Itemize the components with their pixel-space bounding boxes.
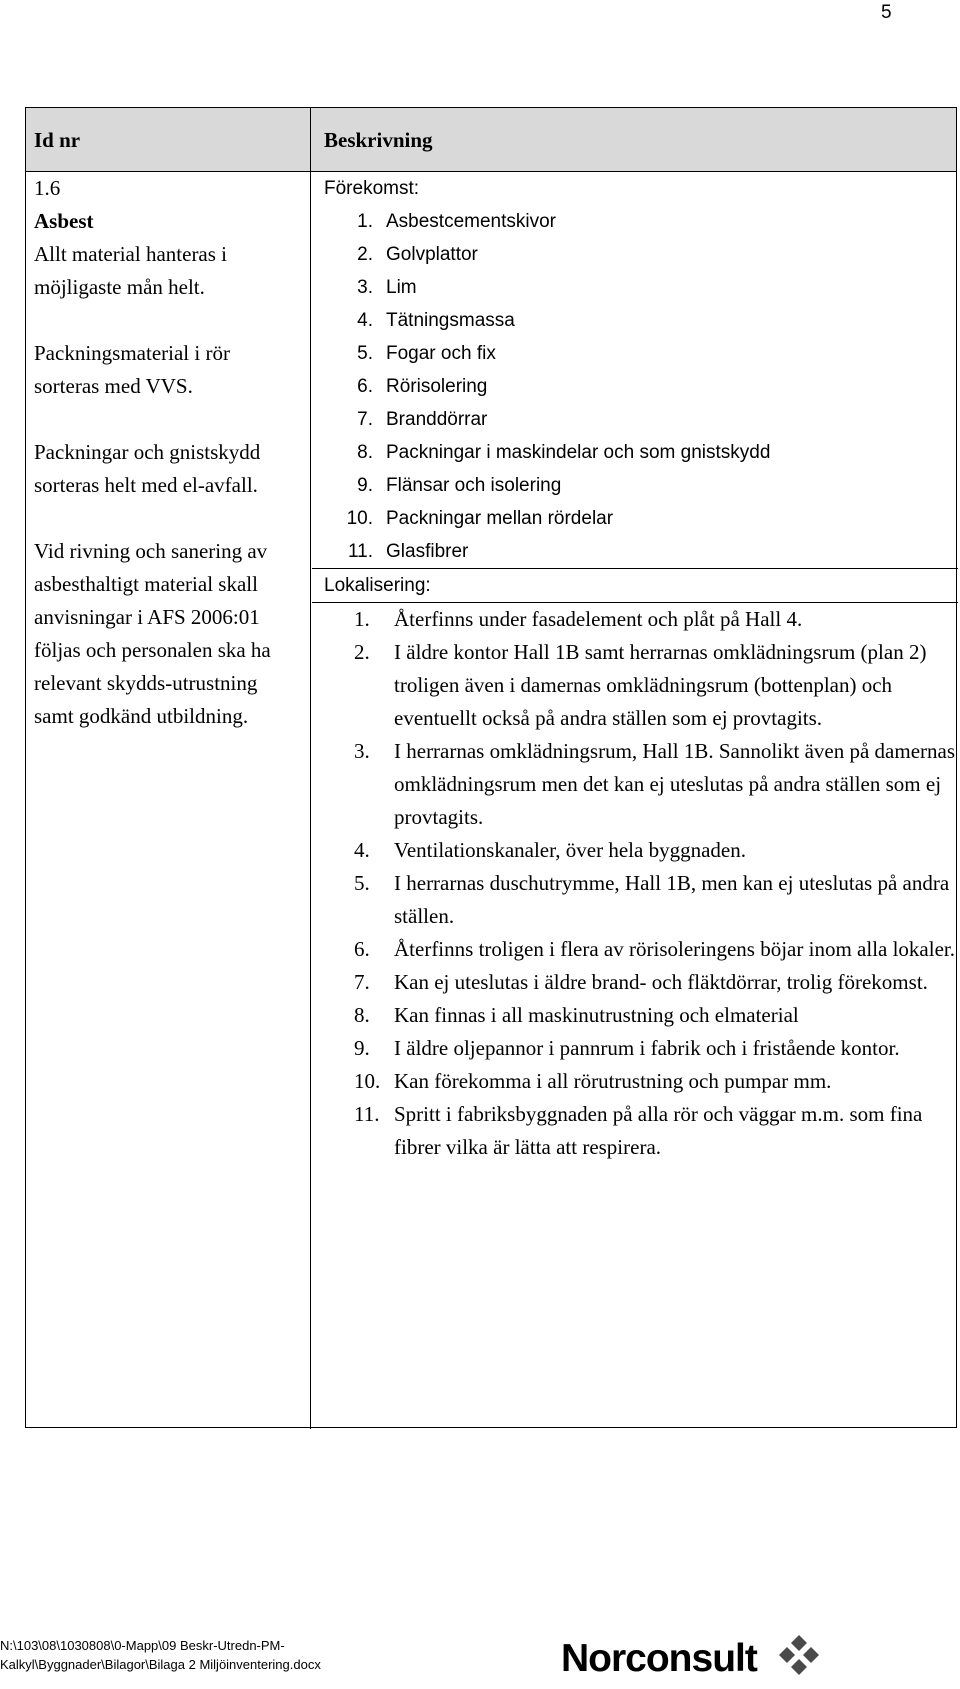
norconsult-logo: [561, 1634, 821, 1686]
list-item: 6. Återfinns troligen i flera av rörisoleringens böjar inom alla lokaler.: [354, 937, 955, 961]
list-item: 10. Kan förekomma i all rörutrustning och pumpar mm.: [354, 1069, 832, 1093]
list-item: 9. Flänsar och isolering: [357, 475, 562, 496]
file-path-line: Kalkyl\Byggnader\Bilagor\Bilaga 2 Miljöinventering.docx: [0, 1657, 321, 1672]
list-item: 4. Tätningsmassa: [357, 310, 515, 331]
list-item: 5. I herrarnas duschutrymme, Hall 1B, men kan ej uteslutas på andra ställen.: [354, 871, 950, 928]
forekomst-heading: Förekomst:: [324, 178, 420, 199]
list-item: 2. I äldre kontor Hall 1B samt herrarnas omklädningsrum (plan 2) troligen även i damernas omklädningsrum (bottenplan) och eventuellt också på andra ställen som ej provtagits.: [354, 640, 927, 730]
list-item: 8. Packningar i maskindelar och som gnistskydd: [357, 442, 771, 463]
list-item: 1. Asbestcementskivor: [357, 211, 557, 232]
paragraph-gap: [34, 403, 306, 436]
list-item: 4. Ventilationskanaler, över hela byggnaden.: [354, 838, 746, 862]
description-column: [312, 172, 958, 1164]
page-number: 5: [881, 2, 892, 23]
list-item: 6. Rörisolering: [357, 376, 488, 397]
list-item: 5. Fogar och fix: [357, 343, 496, 364]
list-item: 2. Golvplattor: [357, 244, 478, 265]
instruction-line: Packningsmaterial i rör: [34, 341, 230, 365]
list-item: 9. I äldre oljepannor i pannrum i fabrik och i fristående kontor.: [354, 1036, 900, 1060]
instruction-line: asbesthaltigt material skall: [34, 572, 258, 596]
instruction-line: anvisningar i AFS 2006:01: [34, 605, 260, 629]
instruction-line: möjligaste mån helt.: [34, 275, 205, 299]
column-divider: [310, 108, 311, 1429]
id-number: 1.6: [34, 176, 61, 200]
forekomst-list: [312, 205, 958, 568]
lokalisering-heading: Lokalisering:: [324, 575, 431, 596]
list-item: 10. Packningar mellan rördelar: [346, 508, 614, 529]
header-id-nr: Id nr: [34, 128, 81, 152]
header-beskrivning: Beskrivning: [324, 128, 433, 152]
list-item: 11. Spritt i fabriksbyggnaden på alla rör och väggar m.m. som fina fibrer vilka är lätta att respirera.: [354, 1102, 923, 1159]
list-item: 7. Branddörrar: [357, 409, 488, 430]
norconsult-diamond-icon: [777, 1634, 821, 1678]
id-column: [34, 172, 306, 733]
instruction-line: sorteras helt med el-avfall.: [34, 473, 258, 497]
list-item: 11. Glasfibrer: [347, 541, 469, 562]
instruction-line: Packningar och gnistskydd: [34, 440, 261, 464]
logo-text: Norconsult: [561, 1637, 757, 1680]
list-item: 1. Återfinns under fasadelement och plåt på Hall 4.: [354, 607, 803, 631]
lokalisering-box: [312, 568, 958, 603]
material-title: Asbest: [34, 209, 94, 233]
list-item: 3. Lim: [357, 277, 417, 298]
paragraph-gap: [34, 502, 306, 535]
instruction-line: samt godkänd utbildning.: [34, 704, 249, 728]
file-path: [0, 1636, 321, 1674]
table-header-row: [26, 108, 956, 172]
file-path-line: N:\103\08\1030808\0-Mapp\09 Beskr-Utredn-PM-: [0, 1638, 285, 1653]
list-item: 7. Kan ej uteslutas i äldre brand- och fläktdörrar, trolig förekomst.: [354, 970, 928, 994]
list-item: 8. Kan finnas i all maskinutrustning och elmaterial: [354, 1003, 799, 1027]
instruction-line: Allt material hanteras i: [34, 242, 228, 266]
lokalisering-list: [312, 603, 958, 1164]
instruction-line: sorteras med VVS.: [34, 374, 193, 398]
paragraph-gap: [34, 304, 306, 337]
asbestos-table: [25, 107, 957, 1428]
instruction-line: följas och personalen ska ha: [34, 638, 271, 662]
instruction-line: Vid rivning och sanering av: [34, 539, 268, 563]
instruction-line: relevant skydds-utrustning: [34, 671, 258, 695]
list-item: 3. I herrarnas omklädningsrum, Hall 1B. Sannolikt även på damernas omklädningsrum men det kan ej uteslutas på andra ställen som ej provtagits.: [354, 739, 956, 829]
